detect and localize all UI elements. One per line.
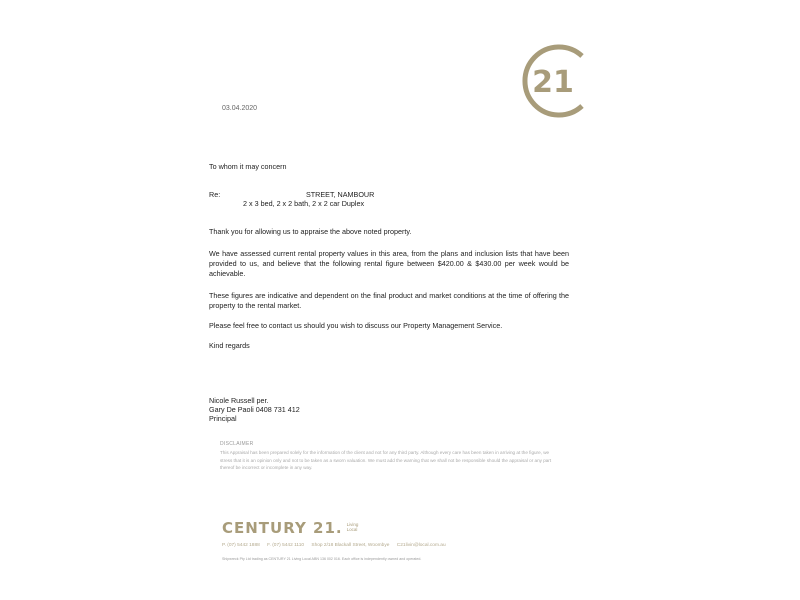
signature-title: Principal <box>209 414 237 423</box>
brand-tagline-line2: Local <box>346 527 358 532</box>
salutation: To whom it may concern <box>209 162 287 171</box>
logo-number: 21 <box>532 65 574 100</box>
footer-footnote: Shipwreck Pty Ltd trading as CENTURY 21 Living Local ABN 136 002 016. Each office is independently owned and operated. <box>222 557 422 561</box>
footer-email: C21livin@local.com.au <box>396 543 446 548</box>
century21-logo <box>520 38 588 124</box>
paragraph-contact: Please feel free to contact us should you wish to discuss our Property Management Service. <box>209 321 503 330</box>
closing: Kind regards <box>209 341 250 350</box>
signature-name: Nicole Russell per. <box>209 396 269 405</box>
paragraph-assessment: We have assessed current rental property values in this area, from the plans and inclusion lists that have been provided to us, and believe that the following rental figure between $420.00 & $430.00 per week would be achievable. <box>209 249 569 278</box>
footer-contact <box>222 543 452 548</box>
re-street: STREET, NAMBOUR <box>306 190 375 199</box>
disclaimer-title: DISCLAIMER <box>220 441 254 447</box>
signature-contact: Gary De Paoli 0408 731 412 <box>209 405 300 414</box>
brand-tagline-line1: Living <box>346 522 359 527</box>
brand-name: CENTURY 21. <box>222 519 343 537</box>
letter-date: 03.04.2020 <box>222 105 258 112</box>
footer-address: Shop 2/18 Blackall Street, Woombye <box>311 543 390 548</box>
re-description: 2 x 3 bed, 2 x 2 bath, 2 x 2 car Duplex <box>243 199 365 208</box>
paragraph-indicative: These figures are indicative and dependent on the final product and market conditions at the time of offering the property to the rental market. <box>209 291 569 310</box>
re-label: Re: <box>209 190 221 199</box>
footer-brand <box>222 519 358 539</box>
disclaimer-body: This Appraisal has been prepared solely for the information of the client and not for any third party. Although every care has been taken in arriving at the figure, we stress that it is an opinion only and not to be taken as a sworn valuation. We must add the warning that we shall not be responsible should the appraisal or any part thereof be incorrect or incomplete in any way. <box>220 450 552 470</box>
footer-phone: P. (07) 5442 1888 <box>222 543 260 548</box>
brand-tagline <box>347 522 359 532</box>
footer-fax: F. (07) 5442 1110 <box>267 543 305 548</box>
paragraph-thanks: Thank you for allowing us to appraise the above noted property. <box>209 227 412 236</box>
